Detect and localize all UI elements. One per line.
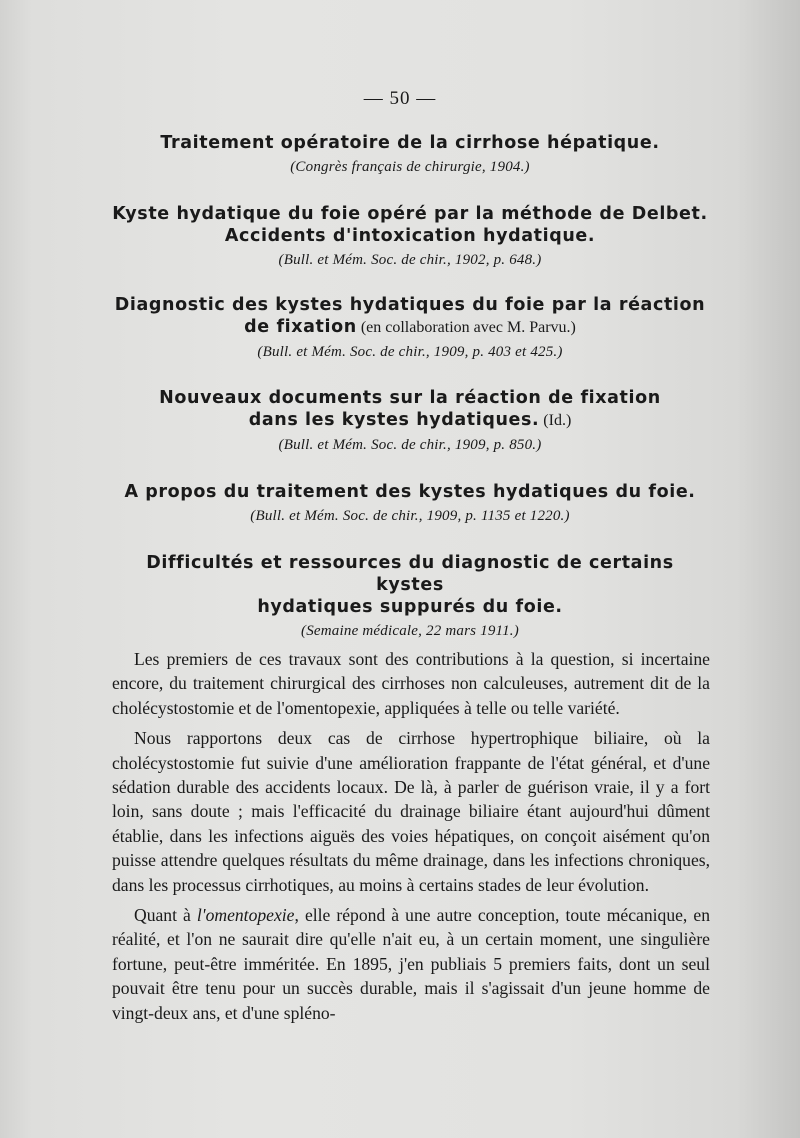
bibliography-entry bbox=[110, 294, 710, 363]
entry-title bbox=[110, 481, 710, 503]
title-line: dans les kystes hydatiques. bbox=[248, 410, 540, 430]
paragraph bbox=[112, 903, 710, 1025]
bibliography-entry bbox=[110, 481, 710, 527]
collaboration-note: (Id.) bbox=[539, 412, 572, 429]
title-line: hydatiques suppurés du foie. bbox=[257, 597, 563, 617]
collaboration-note: (en collaboration avec M. Parvu.) bbox=[356, 319, 576, 336]
paragraph-lead: Quant à bbox=[134, 905, 197, 926]
title-line: Traitement opératoire de la cirrhose hépatique. bbox=[160, 133, 660, 153]
title-line: Nouveaux documents sur la réaction de fixation bbox=[159, 388, 661, 408]
title-line: de fixation bbox=[244, 317, 357, 337]
emphasized-term: l'omentopexie bbox=[196, 905, 295, 926]
title-line: A propos du traitement des kystes hydatiques du foie. bbox=[124, 482, 696, 502]
title-line: Accidents d'intoxication hydatique. bbox=[224, 226, 596, 246]
body-text bbox=[112, 647, 710, 1025]
bibliography-entry bbox=[110, 203, 710, 271]
entry-title bbox=[110, 552, 710, 618]
paragraph-rest: , elle répond à une autre conception, toute mécanique, en réalité, et l'on ne saurait dire qu'elle n'ait eu, à un certain moment, une singulière fortune, peut-être imméritée. En 1895, j'en publiais 5 premiers faits, dont un seul pouvait être tenu pour un succès durable, mais il s'agissait d'un jeune homme de vingt-deux ans, et d'une spléno- bbox=[112, 905, 710, 1023]
title-line: Kyste hydatique du foie opéré par la méthode de Delbet. bbox=[112, 204, 708, 224]
bibliography-entry bbox=[110, 552, 710, 642]
bibliography-entry bbox=[110, 132, 710, 178]
page-number: — 50 — bbox=[363, 88, 437, 109]
entry-reference: (Bull. et Mém. Soc. de chir., 1909, p. 403 et 425.) bbox=[257, 344, 563, 360]
entry-title bbox=[110, 387, 710, 432]
entry-reference: (Bull. et Mém. Soc. de chir., 1909, p. 850.) bbox=[278, 437, 542, 453]
title-line: Difficultés et ressources du diagnostic de certains kystes bbox=[146, 553, 674, 595]
entry-title bbox=[110, 132, 710, 154]
entry-reference: (Bull. et Mém. Soc. de chir., 1902, p. 648.) bbox=[278, 252, 542, 268]
entry-title bbox=[110, 294, 710, 339]
entry-reference: (Semaine médicale, 22 mars 1911.) bbox=[301, 623, 519, 639]
title-line: Diagnostic des kystes hydatiques du foie par la réaction bbox=[114, 295, 706, 315]
paragraph: Nous rapportons deux cas de cirrhose hypertrophique biliaire, où la cholécystostomie fut suivie d'une amélioration frappante de l'état général, et d'une sédation durable des accidents locaux. De là, à parler de guérison vraie, il y a fort loin, sans doute ; mais l'efficacité du drainage biliaire étant aujourd'hui dûment établie, dans les infections aiguës des voies hépatiques, on conçoit aisément qu'on puisse attendre quelques résultats du même drainage, dans les infections chroniques, dans les processus cirrhotiques, au moins à certains stades de leur évolution. bbox=[112, 728, 710, 895]
entry-reference: (Bull. et Mém. Soc. de chir., 1909, p. 1135 et 1220.) bbox=[250, 508, 570, 524]
entry-title bbox=[110, 203, 710, 247]
bibliography-entry bbox=[110, 387, 710, 456]
paragraph: Les premiers de ces travaux sont des contributions à la question, si incertaine encore, du traitement chirurgical des cirrhoses non calculeuses, autrement dit de la cholécystostomie et de l'omentopexie, appliquées à telle ou telle variété. bbox=[112, 649, 710, 718]
entry-reference: (Congrès français de chirurgie, 1904.) bbox=[290, 159, 530, 175]
